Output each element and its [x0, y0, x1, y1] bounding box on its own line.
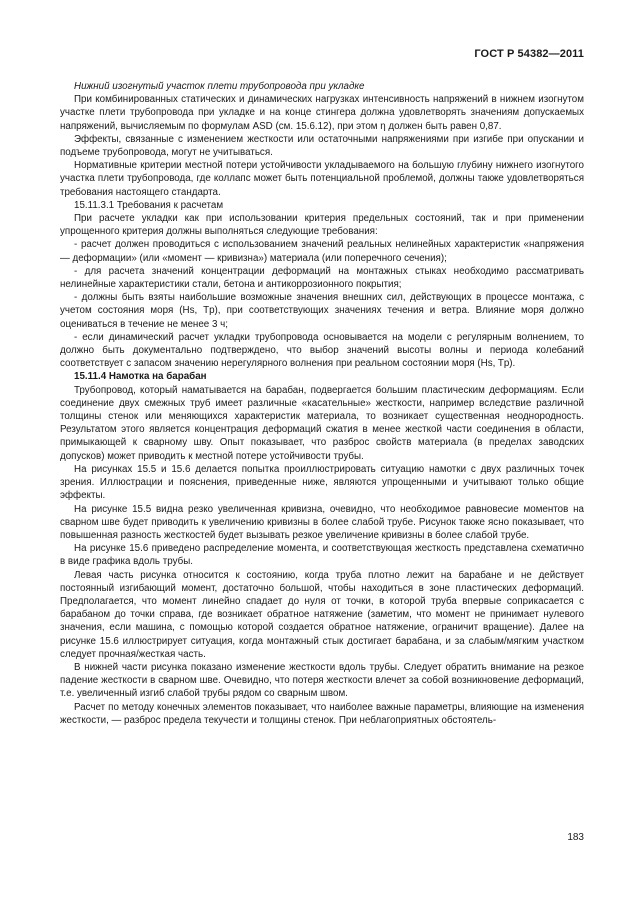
paragraph: В нижней части рисунка показано изменение жесткости вдоль трубы. Следует обратить внимание на резкое падение жесткости в сварном шве. Очевидно, что потеря жесткости влечет за собой возникновение деформаций, т.е. увеличенный изгиб слабой трубы рядом со сварным швом.	[60, 661, 584, 700]
page-body	[60, 80, 584, 727]
paragraph: На рисунках 15.5 и 15.6 делается попытка проиллюстрировать ситуацию намотки с двух различных точек зрения. Иллюстрации и пояснения, приведенные ниже, являются упрощенными и учитывают только общие эффекты.	[60, 463, 584, 502]
page-number: 183	[567, 832, 584, 843]
paragraph: Левая часть рисунка относится к состоянию, когда труба плотно лежит на барабане и не действует постоянный изгибающий момент, достаточно большой, чтобы находиться в зоне пластических деформаций. Предполагается, что момент линейно спадает до нуля от точки, в которой труба впервые соприкасается с барабаном до точки справа, где возникает обратное натяжение (заметим, что момент не принимает нулевого значения, если машина, с помощью которой создается обратное натяжение, ограничит вращение). Далее на рисунке 15.6 иллюстрирует ситуация, когда монтажный стык достигает барабана, и за слабым/мягким участком следует прочная/жесткая часть.	[60, 569, 584, 660]
paragraph: Нормативные критерии местной потери устойчивости укладываемого на большую глубину нижнего изогнутого участка плети трубопровода, где коллапс может быть потенциальной проблемой, должны также удовлетворяться требования настоящего стандарта.	[60, 160, 584, 198]
paragraph: - расчет должен проводиться с использованием значений реальных нелинейных характеристик «напряжения — деформации» (или «момент — кривизна») материала (или поперечного сечения);	[60, 239, 584, 264]
paragraph: При расчете укладки как при использовании критерия предельных состояний, так и при применении упрощенного критерия должны выполняться следующие требования:	[60, 213, 584, 238]
page-footer	[567, 832, 584, 843]
paragraph: Нижний изогнутый участок плети трубопровода при укладке	[74, 81, 365, 92]
paragraph: 15.11.3.1 Требования к расчетам	[74, 199, 224, 211]
paragraph: Эффекты, связанные с изменением жесткости или остаточными напряжениями при изгибе при опускании и подъеме трубопровода, могут не учитываться.	[60, 133, 584, 159]
standard-number: ГОСТ Р 54382—2011	[474, 48, 584, 60]
paragraph: - если динамический расчет укладки трубопровода основывается на модели с регулярным волнением, то должно быть документально подтверждено, что выбор значений высоты волны и периода колебаний соответствует с запасом значению нерегулярного волнения при реальном состоянии моря (Hs, Tp).	[60, 331, 584, 370]
paragraph: При комбинированных статических и динамических нагрузках интенсивность напряжений в нижнем изогнутом участке плети трубопровода при укладке и на конце стингера должна удовлетворять значениям допускаемых напряжений, вычисляемым по формулам ASD (см. 15.6.12), при этом η должен быть равен 0,87.	[60, 94, 584, 132]
paragraph: Расчет по методу конечных элементов показывает, что наиболее важные параметры, влияющие на изменения жесткости, — разброс предела текучести и толщины стенок. При неблагоприятных обстоятель-	[60, 701, 584, 726]
document-header	[474, 48, 584, 60]
paragraph: Трубопровод, который наматывается на барабан, подвергается большим пластическим деформациям. Если соединение двух смежных труб имеет различные «касательные» жесткости, например вследствие различной толщины стенок или меняющихся характеристик материала, то возникает существенная неоднородность. Результатом этого является концентрация деформаций сжатия в менее жесткой части соединения в области, примыкающей к сварному шву. Опыт показывает, что разброс свойств материала (в пределах заводских допусков) может приводить к местной потере устойчивости трубы.	[60, 384, 584, 462]
paragraph: 15.11.4 Намотка на барабан	[74, 371, 207, 383]
paragraph: - должны быть взяты наибольшие возможные значения внешних сил, действующих в процессе монтажа, с учетом состояния моря (Hs, Tp), при соответствующих значениях течения и ветра. Влияние моря должно оцениваться в течение не менее 3 ч;	[60, 292, 584, 330]
paragraph: - для расчета значений концентрации деформаций на монтажных стыках необходимо рассматривать нелинейные характеристики стали, бетона и антикоррозионного покрытия;	[60, 265, 584, 291]
paragraph: На рисунке 15.6 приведено распределение момента, и соответствующая жесткость представлена схематично в виде графика вдоль трубы.	[60, 543, 584, 568]
paragraph: На рисунке 15.5 видна резко увеличенная кривизна, очевидно, что необходимое равновесие моментов на сварном шве будет приводить к увеличению кривизны в более слабой трубе. Рисунок также ясно показывает, что повышенная разность жесткостей будет вызывать резкое увеличение кривизны в более слабой трубе.	[60, 503, 584, 541]
